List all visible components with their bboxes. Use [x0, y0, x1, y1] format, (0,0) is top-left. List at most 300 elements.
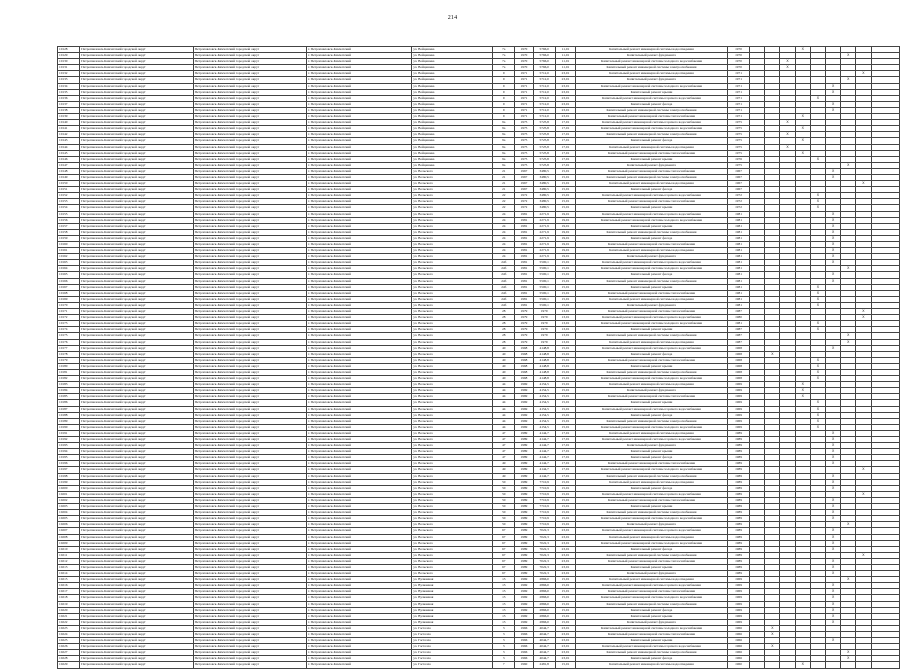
house-cell: 24: [493, 229, 515, 235]
mark-cell: X: [765, 351, 780, 357]
work-type-cell: Капитальный ремонт инженерной системы горячего водоснабжения: [576, 260, 728, 266]
term-cell: 1975: [727, 150, 749, 156]
house-cell: 44: [493, 418, 515, 424]
work-type-cell: Капитальный ремонт инженерной системы электроснабжения: [576, 132, 728, 138]
municipality-cell: Петропавловск-Камчатский городской округ: [193, 662, 306, 668]
cost-cell: 19,01: [555, 254, 575, 260]
year-cell: 1971: [515, 95, 533, 101]
cost-cell: 19,01: [555, 229, 575, 235]
city-cell: г. Петропавловск-Камчатский: [306, 174, 411, 180]
cost-cell: 15,01: [555, 394, 575, 400]
municipality-cell: Петропавловск-Камчатский городской округ: [193, 114, 306, 120]
street-cell: ул. Вольского: [412, 345, 493, 351]
year-cell: 1971: [515, 114, 533, 120]
area-cell: 4144,7: [533, 437, 555, 443]
mark-cell: X: [825, 455, 840, 461]
cost-cell: 13,01: [555, 309, 575, 315]
municipality-cell: Петропавловск-Камчатский городской округ: [80, 485, 193, 491]
cost-cell: 15,01: [555, 351, 575, 357]
mark-cell: X: [810, 400, 825, 406]
year-cell: 1972: [515, 205, 533, 211]
municipality-cell: Петропавловск-Камчатский городской округ: [80, 187, 193, 193]
city-cell: г. Петропавловск-Камчатский: [306, 558, 411, 564]
work-type-cell: Капитальный ремонт фундамента: [576, 619, 728, 625]
mark-cell: X: [825, 546, 840, 552]
house-cell: 3: [493, 638, 515, 644]
mark-cell: X: [856, 315, 871, 321]
area-cell: 4148,8: [533, 357, 555, 363]
area-cell: 4044,7: [533, 632, 555, 638]
work-type-cell: Капитальный ремонт инженерной системы электроснабжения: [576, 650, 728, 656]
municipality-cell: Петропавловск-Камчатский городской округ: [193, 315, 306, 321]
work-type-cell: Капитальный ремонт фундамента: [576, 254, 728, 260]
street-cell: ул. Вольского: [412, 504, 493, 510]
row-id: 10169: [58, 296, 80, 302]
municipality-cell: Петропавловск-Камчатский городской округ: [80, 583, 193, 589]
term-cell: 1989: [727, 437, 749, 443]
house-cell: 47: [493, 449, 515, 455]
work-type-cell: Капитальный ремонт инженерной системы водоотведения: [576, 430, 728, 436]
municipality-cell: Петропавловск-Камчатский городской округ: [80, 53, 193, 59]
row-id: 10147: [58, 162, 80, 168]
municipality-cell: Петропавловск-Камчатский городской округ: [80, 162, 193, 168]
year-cell: 1981: [515, 235, 533, 241]
municipality-cell: Петропавловск-Камчатский городской округ: [193, 552, 306, 558]
house-cell: 13: [493, 595, 515, 601]
house-cell: 7а: [493, 65, 515, 71]
area-cell: 7022,3: [533, 571, 555, 577]
year-cell: 1975: [515, 156, 533, 162]
row-id: 10132: [58, 71, 80, 77]
mark-cell: X: [825, 473, 840, 479]
street-cell: ул. Вольского: [412, 211, 493, 217]
municipality-cell: Петропавловск-Камчатский городской округ: [193, 284, 306, 290]
mark-cell: X: [825, 260, 840, 266]
work-type-cell: Капитальный ремонт фасада: [576, 455, 728, 461]
street-cell: ул. Вольского: [412, 315, 493, 321]
city-cell: г. Петропавловск-Камчатский: [306, 485, 411, 491]
cost-cell: 17,01: [555, 132, 575, 138]
work-type-cell: Капитальный ремонт инженерной системы теплоснабжения: [576, 309, 728, 315]
row-id: 10188: [58, 412, 80, 418]
city-cell: г. Петропавловск-Камчатский: [306, 613, 411, 619]
row-id: 10142: [58, 132, 80, 138]
municipality-cell: Петропавловск-Камчатский городской округ: [193, 242, 306, 248]
term-cell: 1966: [727, 625, 749, 631]
municipality-cell: Петропавловск-Камчатский городской округ: [193, 150, 306, 156]
city-cell: г. Петропавловск-Камчатский: [306, 406, 411, 412]
street-cell: ул. Вольского: [412, 449, 493, 455]
cost-cell: 17,01: [555, 162, 575, 168]
term-cell: 1981: [727, 321, 749, 327]
city-cell: г. Петропавловск-Камчатский: [306, 583, 411, 589]
street-cell: ул. Вольского: [412, 266, 493, 272]
city-cell: г. Петропавловск-Камчатский: [306, 644, 411, 650]
year-cell: 1971: [515, 71, 533, 77]
row-id: 10207: [58, 528, 80, 534]
municipality-cell: Петропавловск-Камчатский городской округ: [193, 424, 306, 430]
street-cell: ул. Вольского: [412, 516, 493, 522]
work-type-cell: Капитальный ремонт инженерной системы холодного водоснабжения: [576, 266, 728, 272]
mark-cell: X: [795, 150, 810, 156]
municipality-cell: Петропавловск-Камчатский городской округ: [80, 449, 193, 455]
area-cell: 1979: [533, 327, 555, 333]
term-cell: 1969: [727, 406, 749, 412]
mark-cell: X: [810, 302, 825, 308]
mark-cell: X: [825, 485, 840, 491]
cost-cell: 19,01: [555, 217, 575, 223]
work-type-cell: Капитальный ремонт инженерной системы холодного водоснабжения: [576, 424, 728, 430]
municipality-cell: Петропавловск-Камчатский городской округ: [193, 217, 306, 223]
city-cell: г. Петропавловск-Камчатский: [306, 650, 411, 656]
cost-cell: 15,01: [555, 193, 575, 199]
street-cell: ул. Вольского: [412, 181, 493, 187]
term-cell: 1987: [727, 327, 749, 333]
municipality-cell: Петропавловск-Камчатский городской округ: [193, 266, 306, 272]
term-cell: 1971: [727, 107, 749, 113]
area-cell: 4044,7: [533, 656, 555, 662]
municipality-cell: Петропавловск-Камчатский городской округ: [80, 473, 193, 479]
area-cell: 4044,7: [533, 638, 555, 644]
year-cell: 1981: [515, 278, 533, 284]
work-type-cell: Капитальный ремонт фундамента: [576, 522, 728, 528]
cost-cell: 23,01: [555, 71, 575, 77]
street-cell: ул. Вольского: [412, 455, 493, 461]
cost-cell: 23,01: [555, 564, 575, 570]
house-cell: 40: [493, 345, 515, 351]
row-id: 10160: [58, 242, 80, 248]
city-cell: г. Петропавловск-Камчатский: [306, 223, 411, 229]
street-cell: ул. Войцешека: [412, 144, 493, 150]
row-id: 10200: [58, 485, 80, 491]
municipality-cell: Петропавловск-Камчатский городской округ: [80, 229, 193, 235]
row-id: 10190: [58, 424, 80, 430]
work-type-cell: Капитальный ремонт инженерной системы теплоснабжения: [576, 357, 728, 363]
city-cell: г. Петропавловск-Камчатский: [306, 449, 411, 455]
city-cell: г. Петропавловск-Камчатский: [306, 120, 411, 126]
work-type-cell: Капитальный ремонт инженерной системы водоотведения: [576, 296, 728, 302]
term-cell: 1989: [727, 497, 749, 503]
city-cell: г. Петропавловск-Камчатский: [306, 497, 411, 503]
municipality-cell: Петропавловск-Камчатский городской округ: [80, 662, 193, 668]
house-cell: 3: [493, 656, 515, 662]
mark-cell: X: [825, 278, 840, 284]
house-cell: 44: [493, 388, 515, 394]
work-type-cell: Капитальный ремонт крыши: [576, 449, 728, 455]
year-cell: 1968: [515, 351, 533, 357]
cost-cell: 15,01: [555, 662, 575, 668]
work-type-cell: Капитальный ремонт инженерной системы электроснабжения: [576, 65, 728, 71]
term-cell: 1989: [727, 516, 749, 522]
street-cell: ул. Войцешека: [412, 77, 493, 83]
street-cell: ул. Войцешека: [412, 59, 493, 65]
area-cell: 7022,3: [533, 552, 555, 558]
term-cell: 1969: [727, 382, 749, 388]
area-cell: 7022,3: [533, 534, 555, 540]
year-cell: 1969: [515, 595, 533, 601]
term-cell: 1969: [727, 619, 749, 625]
municipality-cell: Петропавловск-Камчатский городской округ: [80, 278, 193, 284]
term-cell: 1989: [727, 455, 749, 461]
street-cell: ул. Вольского: [412, 199, 493, 205]
term-cell: 1987: [727, 309, 749, 315]
street-cell: ул. Вольского: [412, 187, 493, 193]
row-id: 10170: [58, 302, 80, 308]
cost-cell: 15,01: [555, 199, 575, 205]
house-cell: 47: [493, 443, 515, 449]
mark-cell: X: [810, 95, 825, 101]
city-cell: г. Петропавловск-Камчатский: [306, 369, 411, 375]
row-id: 10140: [58, 120, 80, 126]
street-cell: ул. Войцешека: [412, 89, 493, 95]
street-cell: ул. Вольского: [412, 571, 493, 577]
term-cell: 1989: [727, 510, 749, 516]
street-cell: ул. Вольского: [412, 388, 493, 394]
municipality-cell: Петропавловск-Камчатский городской округ: [193, 443, 306, 449]
work-type-cell: Капитальный ремонт крыши: [576, 400, 728, 406]
work-type-cell: Капитальный ремонт инженерной системы электроснабжения: [576, 473, 728, 479]
municipality-cell: Петропавловск-Камчатский городской округ: [80, 528, 193, 534]
mark-cell: X: [780, 144, 795, 150]
term-cell: 1969: [727, 394, 749, 400]
year-cell: 1981: [515, 254, 533, 260]
row-id: 10148: [58, 168, 80, 174]
mark-cell: X: [795, 138, 810, 144]
mark-cell: X: [825, 607, 840, 613]
program-table: [57, 46, 900, 669]
municipality-cell: Петропавловск-Камчатский городской округ: [193, 162, 306, 168]
city-cell: г. Петропавловск-Камчатский: [306, 461, 411, 467]
mark-cell: X: [825, 107, 840, 113]
city-cell: г. Петропавловск-Камчатский: [306, 296, 411, 302]
year-cell: 1968: [515, 363, 533, 369]
work-type-cell: Капитальный ремонт фундамента: [576, 443, 728, 449]
house-cell: 50: [493, 510, 515, 516]
area-cell: 4144,7: [533, 461, 555, 467]
row-id: 10179: [58, 357, 80, 363]
area-cell: 4144,7: [533, 430, 555, 436]
area-cell: 3480,5: [533, 174, 555, 180]
mark-cell: X: [810, 193, 825, 199]
cost-cell: 17,01: [555, 443, 575, 449]
area-cell: 4148,8: [533, 369, 555, 375]
mark-cell: X: [825, 558, 840, 564]
mark-cell: X: [825, 516, 840, 522]
work-type-cell: Капитальный ремонт фундамента: [576, 53, 728, 59]
row-id: 10201: [58, 491, 80, 497]
municipality-cell: Петропавловск-Камчатский городской округ: [193, 376, 306, 382]
term-cell: 1971: [727, 83, 749, 89]
mark-cell: X: [795, 114, 810, 120]
municipality-cell: Петропавловск-Камчатский городской округ: [80, 254, 193, 260]
area-cell: 3480,5: [533, 205, 555, 211]
row-id: 10177: [58, 345, 80, 351]
mark-cell: X: [795, 126, 810, 132]
municipality-cell: Петропавловск-Камчатский городской округ: [193, 199, 306, 205]
row-id: 10162: [58, 254, 80, 260]
municipality-cell: Петропавловск-Камчатский городской округ: [80, 174, 193, 180]
year-cell: 1981: [515, 296, 533, 302]
area-cell: 4154,5: [533, 406, 555, 412]
city-cell: г. Петропавловск-Камчатский: [306, 564, 411, 570]
house-cell: 9а: [493, 120, 515, 126]
mark-cell: X: [825, 223, 840, 229]
city-cell: г. Петропавловск-Камчатский: [306, 467, 411, 473]
city-cell: г. Петропавловск-Камчатский: [306, 327, 411, 333]
street-cell: ул. Войцешека: [412, 114, 493, 120]
municipality-cell: Петропавловск-Камчатский городской округ: [80, 248, 193, 254]
street-cell: ул. Гастелло: [412, 625, 493, 631]
year-cell: 1970: [515, 47, 533, 53]
term-cell: 1989: [727, 443, 749, 449]
street-cell: ул. Вольского: [412, 309, 493, 315]
house-cell: 22: [493, 205, 515, 211]
year-cell: 1975: [515, 150, 533, 156]
municipality-cell: Петропавловск-Камчатский городской округ: [193, 229, 306, 235]
area-cell: 7710,9: [533, 522, 555, 528]
cost-cell: 19,01: [555, 242, 575, 248]
row-id: 10166: [58, 278, 80, 284]
street-cell: ул. Вольского: [412, 437, 493, 443]
year-cell: 1981: [515, 229, 533, 235]
street-cell: ул. Войцешека: [412, 126, 493, 132]
municipality-cell: Петропавловск-Камчатский городской округ: [193, 83, 306, 89]
cost-cell: 15,01: [555, 357, 575, 363]
year-cell: 1981: [515, 272, 533, 278]
work-type-cell: Капитальный ремонт инженерной системы горячего водоснабжения: [576, 437, 728, 443]
row-id: 10164: [58, 266, 80, 272]
year-cell: 1989: [515, 552, 533, 558]
year-cell: 1969: [515, 388, 533, 394]
house-cell: 24: [493, 211, 515, 217]
area-cell: 5712,0: [533, 71, 555, 77]
municipality-cell: Петропавловск-Камчатский городской округ: [193, 516, 306, 522]
cost-cell: 17,01: [555, 449, 575, 455]
area-cell: 5500,1: [533, 296, 555, 302]
house-cell: 44: [493, 394, 515, 400]
mark-cell: X: [825, 248, 840, 254]
row-id: 10194: [58, 449, 80, 455]
year-cell: 1989: [515, 491, 533, 497]
cost-cell: 15,01: [555, 497, 575, 503]
mark-cell: X: [825, 345, 840, 351]
row-id: 10217: [58, 589, 80, 595]
cost-cell: 13,01: [555, 327, 575, 333]
term-cell: 1968: [727, 369, 749, 375]
year-cell: 1970: [515, 65, 533, 71]
area-cell: 3480,5: [533, 168, 555, 174]
mark-cell: X: [825, 619, 840, 625]
area-cell: 7022,3: [533, 540, 555, 546]
municipality-cell: Петропавловск-Камчатский городской округ: [193, 254, 306, 260]
cost-cell: 17,01: [555, 430, 575, 436]
year-cell: 1969: [515, 589, 533, 595]
city-cell: г. Петропавловск-Камчатский: [306, 309, 411, 315]
row-id: 10204: [58, 510, 80, 516]
term-cell: 1981: [727, 223, 749, 229]
house-cell: 28: [493, 333, 515, 339]
year-cell: 1989: [515, 534, 533, 540]
street-cell: ул. Вольского: [412, 205, 493, 211]
city-cell: г. Петропавловск-Камчатский: [306, 351, 411, 357]
municipality-cell: Петропавловск-Камчатский городской округ: [193, 223, 306, 229]
city-cell: г. Петропавловск-Камчатский: [306, 418, 411, 424]
work-type-cell: Капитальный ремонт крыши: [576, 223, 728, 229]
term-cell: 1969: [727, 589, 749, 595]
house-cell: 50: [493, 516, 515, 522]
cost-cell: 11,01: [555, 53, 575, 59]
municipality-cell: Петропавловск-Камчатский городской округ: [193, 571, 306, 577]
area-cell: 7710,9: [533, 516, 555, 522]
year-cell: 1989: [515, 461, 533, 467]
work-type-cell: Капитальный ремонт инженерной системы водоотведения: [576, 47, 728, 53]
cost-cell: 19,01: [555, 223, 575, 229]
municipality-cell: Петропавловск-Камчатский городской округ: [193, 613, 306, 619]
cost-cell: 17,01: [555, 467, 575, 473]
city-cell: г. Петропавловск-Камчатский: [306, 114, 411, 120]
municipality-cell: Петропавловск-Камчатский городской округ: [193, 455, 306, 461]
street-cell: ул. Вольского: [412, 254, 493, 260]
city-cell: г. Петропавловск-Камчатский: [306, 144, 411, 150]
year-cell: 1981: [515, 211, 533, 217]
cost-cell: 15,01: [555, 412, 575, 418]
mark-cell: X: [825, 540, 840, 546]
municipality-cell: Петропавловск-Камчатский городской округ: [80, 430, 193, 436]
city-cell: г. Петропавловск-Камчатский: [306, 53, 411, 59]
row-id: 10205: [58, 516, 80, 522]
cost-cell: 23,01: [555, 95, 575, 101]
cost-cell: 15,01: [555, 278, 575, 284]
area-cell: 4154,5: [533, 424, 555, 430]
area-cell: 5712,0: [533, 89, 555, 95]
year-cell: 1966: [515, 656, 533, 662]
work-type-cell: Капитальный ремонт инженерной системы горячего водоснабжения: [576, 315, 728, 321]
cost-cell: 15,01: [555, 284, 575, 290]
mark-cell: X: [825, 504, 840, 510]
mark-cell: X: [825, 510, 840, 516]
street-cell: ул. Вулканная: [412, 595, 493, 601]
municipality-cell: Петропавловск-Камчатский городской округ: [193, 156, 306, 162]
municipality-cell: Петропавловск-Камчатский городской округ: [80, 296, 193, 302]
cost-cell: 15,01: [555, 345, 575, 351]
house-cell: 50: [493, 497, 515, 503]
municipality-cell: Петропавловск-Камчатский городской округ: [80, 534, 193, 540]
house-cell: 67: [493, 552, 515, 558]
house-cell: 7а: [493, 53, 515, 59]
area-cell: 1979: [533, 321, 555, 327]
cost-cell: 23,01: [555, 83, 575, 89]
cost-cell: 17,01: [555, 461, 575, 467]
house-cell: 7: [493, 662, 515, 668]
term-cell: 1987: [727, 333, 749, 339]
municipality-cell: Петропавловск-Камчатский городской округ: [193, 558, 306, 564]
row-id: 10196: [58, 461, 80, 467]
city-cell: г. Петропавловск-Камчатский: [306, 388, 411, 394]
work-type-cell: Капитальный ремонт инженерной системы водоотведения: [576, 577, 728, 583]
area-cell: 4154,5: [533, 382, 555, 388]
row-id: 10151: [58, 187, 80, 193]
street-cell: ул. Вольского: [412, 296, 493, 302]
municipality-cell: Петропавловск-Камчатский городской округ: [193, 132, 306, 138]
work-type-cell: Капитальный ремонт инженерной системы теплоснабжения: [576, 114, 728, 120]
house-cell: 9: [493, 107, 515, 113]
mark-cell: [750, 662, 765, 668]
city-cell: г. Петропавловск-Камчатский: [306, 65, 411, 71]
cost-cell: 15,01: [555, 479, 575, 485]
work-type-cell: Капитальный ремонт крыши: [576, 564, 728, 570]
work-type-cell: Капитальный ремонт инженерной системы электроснабжения: [576, 552, 728, 558]
city-cell: г. Петропавловск-Камчатский: [306, 473, 411, 479]
